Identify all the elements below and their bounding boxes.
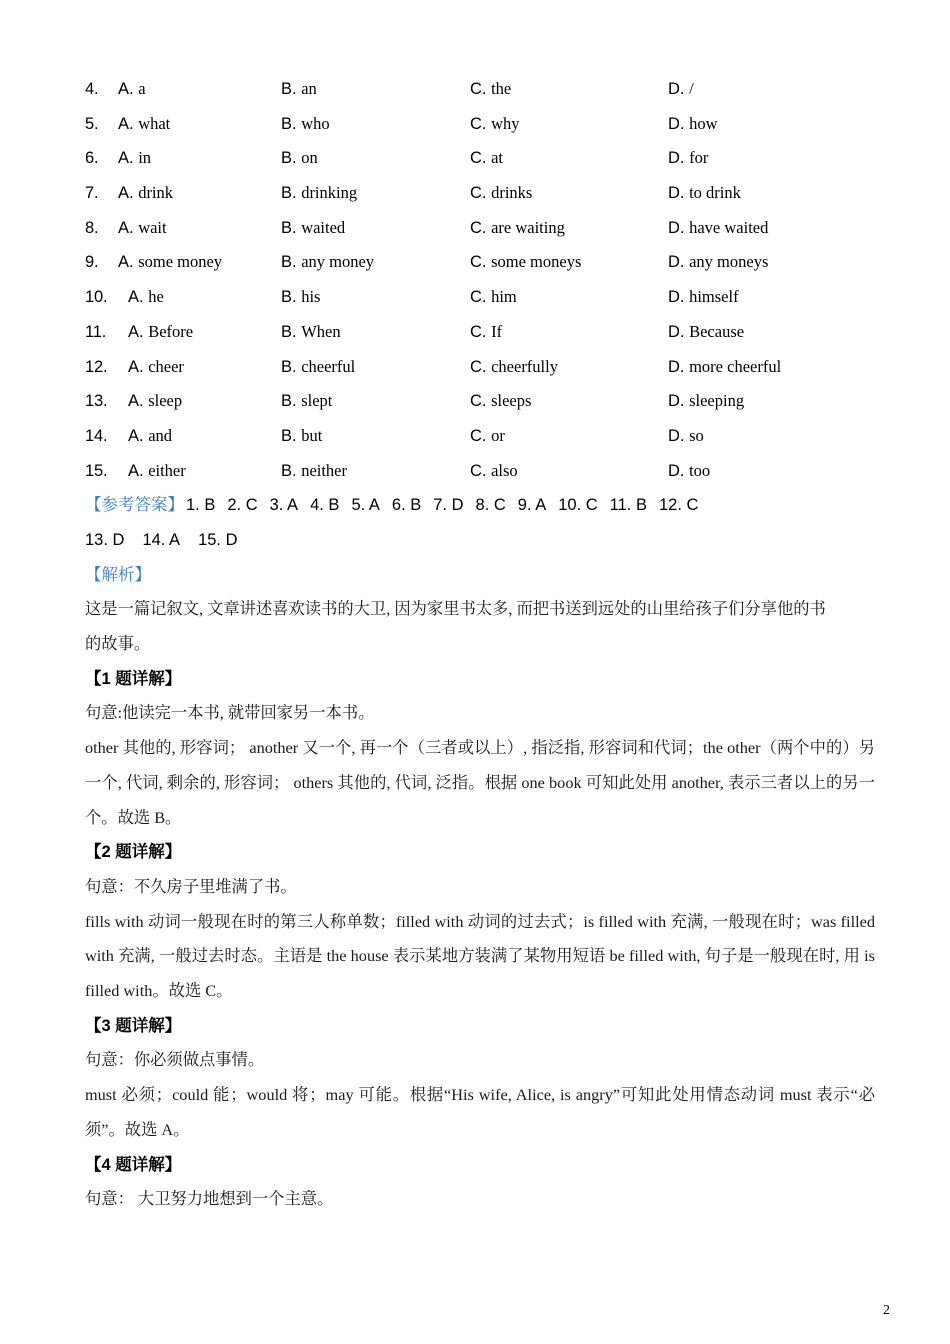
option-a[interactable] <box>128 454 186 489</box>
option-b[interactable] <box>281 384 332 419</box>
option-c-text: are waiting <box>491 217 565 237</box>
answer-key-label: 【参考答案】 <box>85 496 184 515</box>
detail-heading: 【3 题详解】 <box>85 1016 182 1035</box>
option-b-text: waited <box>301 217 346 237</box>
option-c[interactable] <box>470 315 502 350</box>
option-a-label: A. <box>128 392 149 411</box>
option-c-label: C. <box>470 357 492 376</box>
option-b[interactable] <box>281 350 355 385</box>
option-b[interactable] <box>281 211 345 246</box>
detail-heading: 【1 题详解】 <box>85 669 182 688</box>
answer-key-item: 2. C <box>227 496 258 515</box>
option-a-label: A. <box>128 426 149 445</box>
option-a-label: A. <box>118 218 139 237</box>
question-row <box>85 454 875 489</box>
option-c-label: C. <box>470 80 492 98</box>
option-b-label: B. <box>281 322 302 341</box>
question-row <box>85 384 875 419</box>
option-c-text: why <box>491 113 520 133</box>
option-c-text: sleeps <box>491 391 532 411</box>
option-d[interactable] <box>668 350 781 385</box>
option-c-label: C. <box>470 288 492 307</box>
option-c[interactable] <box>470 141 503 176</box>
option-a-text: what <box>138 113 171 133</box>
option-b[interactable] <box>281 280 320 315</box>
option-b[interactable] <box>281 72 317 107</box>
analysis-summary-line-2: 的故事。 <box>85 634 151 654</box>
detail-explanation: fills with 动词一般现在时的第三人称单数；filled with 动词的过去式；is filled with 充满, 一般现在时；was filled with 充满, 一般过去时态。主语是 the house 表示某地方装满了某物用短语 be filled with, 句子是一般现在时, 用 is filled with。故选 C。 <box>85 911 875 1001</box>
answer-key-row-2 <box>85 523 875 558</box>
answer-key-item: 7. D <box>433 496 464 515</box>
option-c-text: him <box>491 287 517 307</box>
option-d[interactable] <box>668 315 744 350</box>
option-d[interactable] <box>668 176 741 211</box>
question-options-list <box>85 72 875 488</box>
option-a-text: some money <box>138 252 223 272</box>
option-d-text: to drink <box>689 183 741 203</box>
answer-key-item: 14. A <box>142 530 181 549</box>
option-c-text: drinks <box>491 183 533 203</box>
option-a[interactable] <box>118 141 151 176</box>
option-a-text: in <box>138 148 152 168</box>
question-number: 10. <box>85 288 108 307</box>
question-number: 12. <box>85 357 108 376</box>
question-row <box>85 350 875 385</box>
option-a-text: a <box>138 79 146 98</box>
option-a-label: A. <box>128 357 149 376</box>
page-number: 2 <box>883 1303 890 1318</box>
option-b-label: B. <box>281 80 302 98</box>
option-d[interactable] <box>668 280 739 315</box>
option-d-label: D. <box>668 322 690 341</box>
detail-heading: 【2 题详解】 <box>85 843 182 862</box>
option-d-text: / <box>689 79 694 98</box>
question-row <box>85 280 875 315</box>
option-d-text: how <box>689 113 718 133</box>
option-d[interactable] <box>668 141 708 176</box>
option-a-text: and <box>148 425 173 445</box>
option-b-label: B. <box>281 461 302 480</box>
option-c[interactable] <box>470 419 505 454</box>
option-c-text: the <box>491 79 512 98</box>
option-c-label: C. <box>470 392 492 411</box>
option-b-label: B. <box>281 218 302 237</box>
option-d-label: D. <box>668 392 690 411</box>
option-c-label: C. <box>470 114 492 133</box>
option-c-label: C. <box>470 461 492 480</box>
option-b-label: B. <box>281 357 302 376</box>
option-a[interactable] <box>128 280 164 315</box>
option-b-label: B. <box>281 184 302 203</box>
option-c-text: or <box>491 425 505 445</box>
question-number: 6. <box>85 149 99 168</box>
question-row <box>85 419 875 454</box>
option-c[interactable] <box>470 454 518 489</box>
page-content <box>85 72 875 1217</box>
option-c-label: C. <box>470 218 492 237</box>
option-c[interactable] <box>470 211 565 246</box>
option-a[interactable] <box>128 315 193 350</box>
option-a-label: A. <box>128 322 149 341</box>
option-a[interactable] <box>128 350 184 385</box>
option-c[interactable] <box>470 384 531 419</box>
option-d-text: more cheerful <box>689 356 782 376</box>
analysis-label: 【解析】 <box>85 565 151 584</box>
option-b-text: slept <box>301 391 333 411</box>
option-d-label: D. <box>668 357 690 376</box>
option-c-text: some moneys <box>491 252 582 272</box>
option-c[interactable] <box>470 176 532 211</box>
detail-explanation: other 其他的, 形容词； another 又一个, 再一个（三者或以上）, 指泛指, 形容词和代词；the other（两个中的）另一个, 代词, 剩余的, 形容词； others 其他的, 代词, 泛指。根据 one book 可知此处用 another, 表示三者以上的另一个。故选 B。 <box>85 738 875 827</box>
question-number: 9. <box>85 253 99 272</box>
detail-sentence-meaning: 句意:他读完一本书, 就带回家另一本书。 <box>85 703 375 723</box>
option-b[interactable] <box>281 315 341 350</box>
option-b-label: B. <box>281 114 302 133</box>
option-d-label: D. <box>668 114 690 133</box>
question-number: 14. <box>85 426 108 445</box>
option-a[interactable] <box>118 107 170 142</box>
answer-key-item: 8. C <box>475 496 506 515</box>
option-b-label: B. <box>281 426 302 445</box>
option-a[interactable] <box>128 419 172 454</box>
option-b[interactable] <box>281 419 322 454</box>
option-b[interactable] <box>281 454 347 489</box>
question-number: 13. <box>85 392 108 411</box>
option-a[interactable] <box>118 211 167 246</box>
option-a-text: he <box>148 287 164 307</box>
answer-key-item: 11. B <box>609 496 647 515</box>
question-row <box>85 107 875 142</box>
detail-sentence-meaning: 句意： 大卫努力地想到一个主意。 <box>85 1189 334 1209</box>
option-b-label: B. <box>281 288 302 307</box>
answer-key-item: 1. B <box>186 496 216 515</box>
question-row <box>85 176 875 211</box>
detail-heading: 【4 题详解】 <box>85 1155 182 1174</box>
question-row <box>85 211 875 246</box>
detail-sentence-meaning: 句意：你必须做点事情。 <box>85 1050 265 1070</box>
option-d-text: Because <box>689 321 745 341</box>
detail-explanations-list <box>85 662 875 1217</box>
option-d-label: D. <box>668 288 690 307</box>
option-d-label: D. <box>668 149 690 168</box>
option-a-text: Before <box>148 321 194 341</box>
option-b-label: B. <box>281 253 302 272</box>
option-a-text: cheer <box>148 356 184 376</box>
question-number: 7. <box>85 184 99 203</box>
option-a-label: A. <box>118 149 139 168</box>
question-number: 8. <box>85 218 99 237</box>
option-c-text: at <box>491 148 504 168</box>
question-number: 15. <box>85 461 108 480</box>
option-a-label: A. <box>128 461 149 480</box>
option-a-label: A. <box>118 253 139 272</box>
option-c-label: C. <box>470 426 492 445</box>
detail-sentence-meaning: 句意：不久房子里堆满了书。 <box>85 876 297 896</box>
option-d-label: D. <box>668 184 690 203</box>
answer-key-item: 5. A <box>351 496 380 515</box>
option-c-label: C. <box>470 322 492 341</box>
option-c[interactable] <box>470 245 581 280</box>
option-a-label: A. <box>118 80 139 98</box>
answer-key-item: 6. B <box>391 496 422 515</box>
option-c[interactable] <box>470 107 520 142</box>
option-b-label: B. <box>281 149 302 168</box>
option-a[interactable] <box>118 245 222 280</box>
option-b[interactable] <box>281 176 357 211</box>
option-d[interactable] <box>668 107 718 142</box>
option-c-label: C. <box>470 253 492 272</box>
option-d-text: too <box>689 460 711 480</box>
answer-key-item: 15. D <box>198 530 238 549</box>
option-a-text: either <box>148 460 186 480</box>
option-a[interactable] <box>118 72 146 107</box>
option-c[interactable] <box>470 72 511 107</box>
option-a-label: A. <box>118 184 139 203</box>
option-b[interactable] <box>281 141 318 176</box>
question-row <box>85 245 875 280</box>
question-number: 4. <box>85 80 99 98</box>
option-d[interactable] <box>668 419 704 454</box>
analysis-summary-line-1: 这是一篇记叙文, 文章讲述喜欢读书的大卫, 因为家里书太多, 而把书送到远处的山里给孩子们分享他的书 <box>85 599 826 619</box>
option-d-text: have waited <box>689 217 769 237</box>
option-b-text: any money <box>301 252 375 272</box>
option-a-text: sleep <box>148 391 183 411</box>
option-d[interactable] <box>668 211 768 246</box>
option-c-text: cheerfully <box>491 356 558 376</box>
answer-key-item: 4. B <box>310 496 340 515</box>
option-d[interactable] <box>668 245 768 280</box>
option-b[interactable] <box>281 245 374 280</box>
answer-key-row-1 <box>85 488 875 523</box>
option-c-text: If <box>491 321 503 341</box>
option-d[interactable] <box>668 454 710 489</box>
answer-key-item: 12. C <box>658 496 699 515</box>
answer-key-item: 10. C <box>558 496 598 515</box>
option-b-text: his <box>301 287 321 307</box>
option-b-text: cheerful <box>301 356 356 376</box>
answer-key-item: 13. D <box>85 530 125 549</box>
question-number: 11. <box>85 322 107 341</box>
option-d-text: himself <box>689 287 739 307</box>
option-c[interactable] <box>470 350 558 385</box>
question-number: 5. <box>85 114 99 133</box>
option-b-text: an <box>301 79 317 98</box>
detail-explanation: must 必须；could 能；would 将；may 可能。根据“His wife, Alice, is angry”可知此处用情态动词 must 表示“必须”。故选 A。 <box>85 1085 875 1139</box>
option-a[interactable] <box>128 384 182 419</box>
option-c[interactable] <box>470 280 517 315</box>
option-d[interactable] <box>668 384 744 419</box>
option-d-label: D. <box>668 218 690 237</box>
option-a-text: wait <box>138 217 167 237</box>
option-b-text: neither <box>301 460 347 480</box>
option-b-text: but <box>301 425 323 445</box>
option-c-label: C. <box>470 184 492 203</box>
option-d-label: D. <box>668 80 690 98</box>
option-b-text: drinking <box>301 183 358 203</box>
option-d-label: D. <box>668 461 690 480</box>
question-row <box>85 72 875 107</box>
option-d-text: sleeping <box>689 391 745 411</box>
question-row <box>85 141 875 176</box>
option-a-label: A. <box>128 288 149 307</box>
option-a-text: drink <box>138 183 174 203</box>
question-row <box>85 315 875 350</box>
option-b-label: B. <box>281 392 302 411</box>
option-b-text: When <box>301 321 341 341</box>
option-c-label: C. <box>470 149 492 168</box>
option-d-label: D. <box>668 253 690 272</box>
option-b-text: who <box>301 113 330 133</box>
option-d-text: so <box>689 425 704 445</box>
answer-key-item: 3. A <box>269 496 299 515</box>
option-d-text: for <box>689 148 709 168</box>
option-a-label: A. <box>118 114 139 133</box>
option-d[interactable] <box>668 72 694 107</box>
option-d-label: D. <box>668 426 690 445</box>
answer-key-item: 9. A <box>517 496 547 515</box>
option-b[interactable] <box>281 107 330 142</box>
option-a[interactable] <box>118 176 173 211</box>
option-d-text: any moneys <box>689 252 769 272</box>
option-c-text: also <box>491 460 518 480</box>
option-b-text: on <box>301 148 318 168</box>
